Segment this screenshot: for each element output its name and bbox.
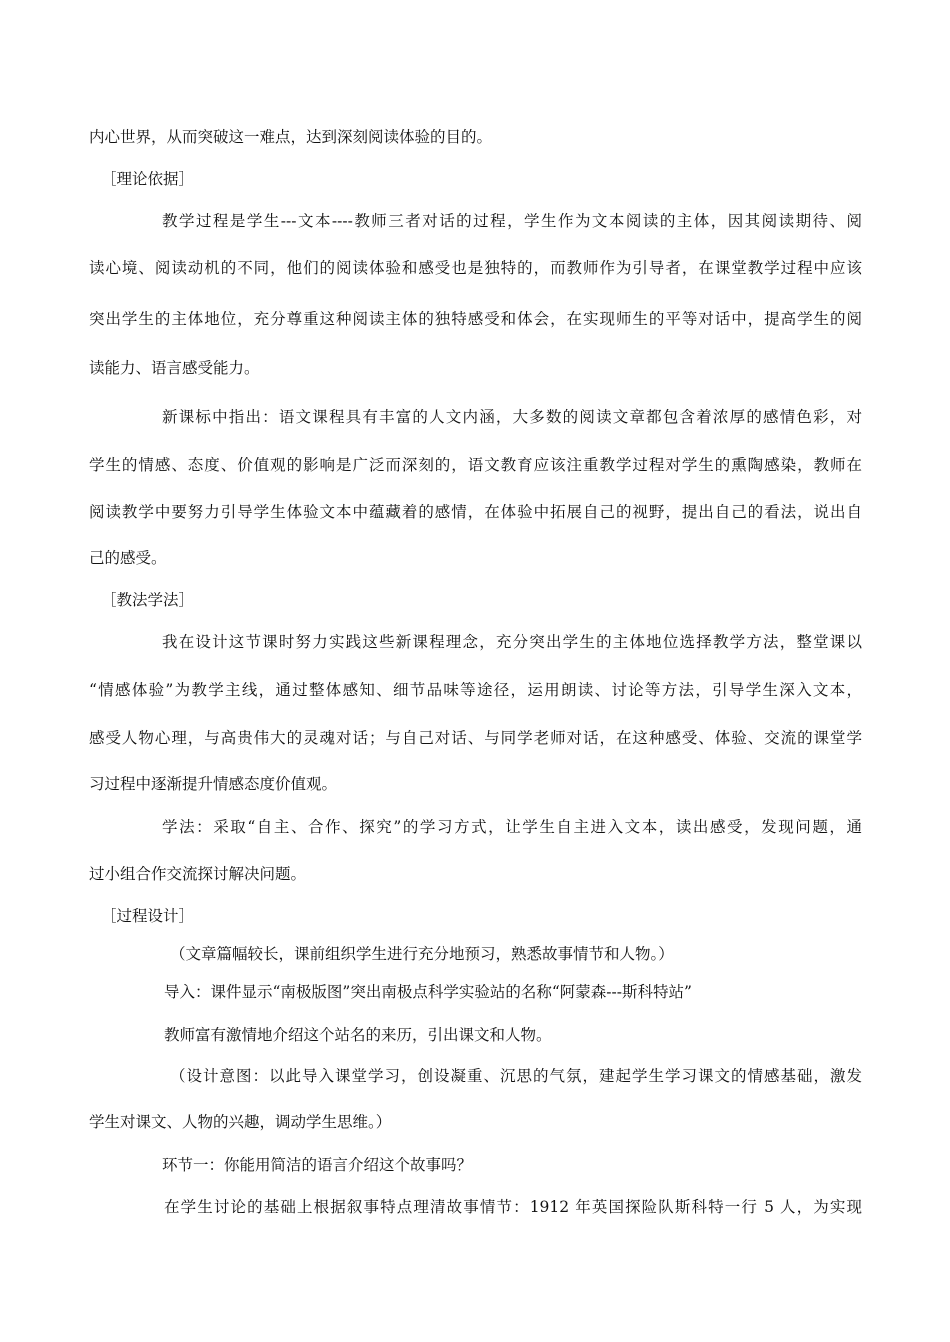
text-line: 学法：采取“自主、合作、探究”的学习方式，让学生自主进入文本，读出感受，发现问题，通 <box>162 818 862 836</box>
text-line: （设计意图：以此导入课堂学习，创设凝重、沉思的气氛，建起学生学习课文的情感基础，激发 <box>170 1067 862 1085</box>
section-heading-process: ［过程设计］ <box>101 907 195 925</box>
text-line: 读能力、语言感受能力。 <box>89 359 260 377</box>
text-line: 突出学生的主体地位，充分尊重这种阅读主体的独特感受和体会，在实现师生的平等对话中，提高学生的阅 <box>89 310 862 328</box>
text-line: 习过程中逐渐提升情感态度价值观。 <box>89 775 338 793</box>
text-line: 读心境、阅读动机的不同，他们的阅读体验和感受也是独特的，而教师作为引导者，在课堂教学过程中应该 <box>89 259 862 277</box>
text-line: 过小组合作交流探讨解决问题。 <box>89 865 307 883</box>
text-line: 新课标中指出：语文课程具有丰富的人文内涵，大多数的阅读文章都包含着浓厚的感情色彩，对 <box>162 408 862 426</box>
text-line: 教学过程是学生---文本----教师三者对话的过程，学生作为文本阅读的主体，因其阅读期待、阅 <box>162 212 862 230</box>
text-line: 己的感受。 <box>89 549 167 567</box>
text-line: 学生的情感、态度、价值观的影响是广泛而深刻的，语文教育应该注重教学过程对学生的熏陶感染，教师在 <box>89 456 862 474</box>
text-line: 在学生讨论的基础上根据叙事特点理清故事情节：1912 年英国探险队斯科特一行 5 人，为实现 <box>164 1198 862 1216</box>
text-line: 内心世界，从而突破这一难点，达到深刻阅读体验的目的。 <box>89 128 493 146</box>
text-line: 教师富有激情地介绍这个站名的来历，引出课文和人物。 <box>164 1026 552 1044</box>
text-line: “情感体验”为教学主线，通过整体感知、细节品味等途径，运用朗读、讨论等方法，引导学生深入文本， <box>89 681 862 699</box>
text-line: 我在设计这节课时努力实践这些新课程理念，充分突出学生的主体地位选择教学方法，整堂课以 <box>162 633 862 651</box>
text-line: （文章篇幅较长，课前组织学生进行充分地预习，熟悉故事情节和人物。） <box>170 945 674 963</box>
section-heading-theory: ［理论依据］ <box>101 170 195 188</box>
text-line: 导入：课件显示“南极版图”突出南极点科学实验站的名称“阿蒙森---斯科特站” <box>164 983 692 1001</box>
text-line: 学生对课文、人物的兴趣，调动学生思维。） <box>89 1113 392 1131</box>
text-line: 环节一：你能用简洁的语言介绍这个故事吗？ <box>162 1156 473 1174</box>
text-line: 阅读教学中要努力引导学生体验文本中蕴藏着的感情，在体验中拓展自己的视野，提出自己的看法，说出自 <box>89 503 862 521</box>
text-line: 感受人物心理，与高贵伟大的灵魂对话；与自己对话、与同学老师对话，在这种感受、体验、交流的课堂学 <box>89 729 862 747</box>
section-heading-methods: ［教法学法］ <box>101 591 195 609</box>
